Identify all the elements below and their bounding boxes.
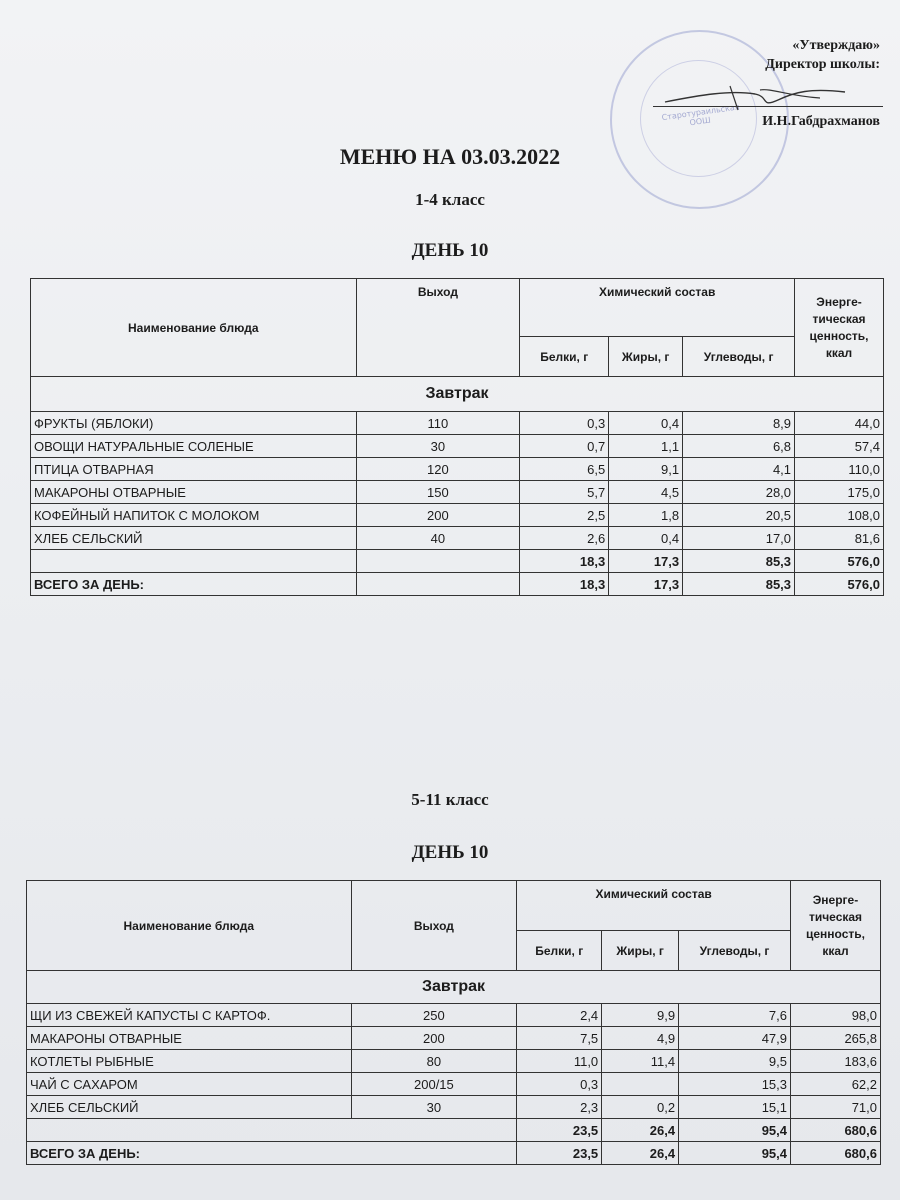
- table-row: [31, 435, 884, 458]
- dish-carbs: 8,9: [683, 412, 795, 435]
- table-row: [31, 458, 884, 481]
- dish-name: ОВОЩИ НАТУРАЛЬНЫЕ СОЛЕНЫЕ: [31, 435, 357, 458]
- dish-output: 30: [356, 435, 520, 458]
- dish-energy: 71,0: [791, 1096, 881, 1119]
- total-carbs: 95,4: [679, 1142, 791, 1165]
- subtotal-output: [356, 550, 520, 573]
- dish-output: 150: [356, 481, 520, 504]
- dish-carbs: 15,3: [679, 1073, 791, 1096]
- subtotal-carbs: 85,3: [683, 550, 795, 573]
- dish-carbs: 17,0: [683, 527, 795, 550]
- header-energy: Энерге-тическая ценность, ккал: [795, 279, 884, 377]
- dish-fat: 9,1: [609, 458, 683, 481]
- header-chem: Химический состав: [517, 881, 791, 931]
- table-row: [31, 504, 884, 527]
- dish-name: ФРУКТЫ (ЯБЛОКИ): [31, 412, 357, 435]
- dish-fat: 0,2: [602, 1096, 679, 1119]
- total-protein: 23,5: [517, 1142, 602, 1165]
- header-output: Выход: [356, 279, 520, 377]
- dish-fat: 4,9: [602, 1027, 679, 1050]
- dish-output: 250: [351, 1004, 517, 1027]
- dish-protein: 0,3: [520, 412, 609, 435]
- dish-energy: 57,4: [795, 435, 884, 458]
- header-fat: Жиры, г: [609, 337, 683, 377]
- dish-output: 200: [356, 504, 520, 527]
- dish-fat: 9,9: [602, 1004, 679, 1027]
- dish-protein: 2,6: [520, 527, 609, 550]
- dish-name: КОТЛЕТЫ РЫБНЫЕ: [27, 1050, 352, 1073]
- dish-carbs: 15,1: [679, 1096, 791, 1119]
- header-energy: Энерге-тическая ценность, ккал: [791, 881, 881, 971]
- dish-energy: 108,0: [795, 504, 884, 527]
- total-protein: 18,3: [520, 573, 609, 596]
- total-energy: 576,0: [795, 573, 884, 596]
- dish-output: 40: [356, 527, 520, 550]
- dish-protein: 5,7: [520, 481, 609, 504]
- page-title: МЕНЮ НА 03.03.2022: [339, 144, 561, 169]
- dish-name: КОФЕЙНЫЙ НАПИТОК С МОЛОКОМ: [31, 504, 357, 527]
- header-protein: Белки, г: [520, 337, 609, 377]
- dish-fat: 4,5: [609, 481, 683, 504]
- table-row: [27, 1050, 881, 1073]
- total-fat: 26,4: [602, 1142, 679, 1165]
- stamp-text: Старотураильская ООШ: [661, 102, 741, 128]
- dish-protein: 7,5: [517, 1027, 602, 1050]
- header-chem: Химический состав: [520, 279, 795, 337]
- table-row: [27, 1096, 881, 1119]
- subtotal-energy: 680,6: [791, 1119, 881, 1142]
- dish-fat: 0,4: [609, 412, 683, 435]
- dish-output: 110: [356, 412, 520, 435]
- header-protein: Белки, г: [517, 931, 602, 971]
- dish-name: МАКАРОНЫ ОТВАРНЫЕ: [31, 481, 357, 504]
- dish-name: ХЛЕБ СЕЛЬСКИЙ: [27, 1096, 352, 1119]
- menu-table-1: [30, 278, 884, 596]
- dish-fat: 1,1: [609, 435, 683, 458]
- signature-line: [653, 106, 883, 107]
- subtotal-fat: 26,4: [602, 1119, 679, 1142]
- dish-protein: 0,3: [517, 1073, 602, 1096]
- subtotal-fat: 17,3: [609, 550, 683, 573]
- table-row: [31, 527, 884, 550]
- dish-fat: 1,8: [609, 504, 683, 527]
- dish-energy: 44,0: [795, 412, 884, 435]
- dish-name: ПТИЦА ОТВАРНАЯ: [31, 458, 357, 481]
- table-row: [27, 1027, 881, 1050]
- dish-name: МАКАРОНЫ ОТВАРНЫЕ: [27, 1027, 352, 1050]
- dish-protein: 6,5: [520, 458, 609, 481]
- total-fat: 17,3: [609, 573, 683, 596]
- subtotal-energy: 576,0: [795, 550, 884, 573]
- dish-name: ЧАЙ С САХАРОМ: [27, 1073, 352, 1096]
- subtotal-label: [27, 1119, 517, 1142]
- total-carbs: 85,3: [683, 573, 795, 596]
- header-carbs: Углеводы, г: [683, 337, 795, 377]
- dish-carbs: 9,5: [679, 1050, 791, 1073]
- table-row: [27, 1073, 881, 1096]
- dish-carbs: 4,1: [683, 458, 795, 481]
- table-body-1: [31, 412, 884, 550]
- dish-output: 200: [351, 1027, 517, 1050]
- dish-carbs: 28,0: [683, 481, 795, 504]
- dish-fat: 0,4: [609, 527, 683, 550]
- dish-protein: 2,5: [520, 504, 609, 527]
- dish-carbs: 7,6: [679, 1004, 791, 1027]
- dish-fat: [602, 1073, 679, 1096]
- director-signature: [660, 80, 850, 115]
- dish-carbs: 47,9: [679, 1027, 791, 1050]
- dish-protein: 0,7: [520, 435, 609, 458]
- dish-energy: 81,6: [795, 527, 884, 550]
- dish-energy: 175,0: [795, 481, 884, 504]
- meal-heading: Завтрак: [27, 971, 881, 1004]
- header-output: Выход: [351, 881, 517, 971]
- dish-carbs: 6,8: [683, 435, 795, 458]
- table-row: [27, 1004, 881, 1027]
- approval-line1: «Утверждаю»: [792, 38, 880, 53]
- dish-energy: 98,0: [791, 1004, 881, 1027]
- dish-protein: 2,3: [517, 1096, 602, 1119]
- dish-energy: 110,0: [795, 458, 884, 481]
- table-row: [31, 481, 884, 504]
- header-carbs: Углеводы, г: [679, 931, 791, 971]
- dish-name: ЩИ ИЗ СВЕЖЕЙ КАПУСТЫ С КАРТОФ.: [27, 1004, 352, 1027]
- grade-heading-2: 5-11 класс: [411, 790, 489, 809]
- table-row: [31, 412, 884, 435]
- menu-table-2: [26, 880, 881, 1165]
- dish-carbs: 20,5: [683, 504, 795, 527]
- header-dish: Наименование блюда: [31, 279, 357, 377]
- subtotal-protein: 23,5: [517, 1119, 602, 1142]
- subtotal-protein: 18,3: [520, 550, 609, 573]
- header-dish: Наименование блюда: [27, 881, 352, 971]
- total-energy: 680,6: [791, 1142, 881, 1165]
- header-fat: Жиры, г: [602, 931, 679, 971]
- dish-energy: 183,6: [791, 1050, 881, 1073]
- dish-fat: 11,4: [602, 1050, 679, 1073]
- total-output: [356, 573, 520, 596]
- approval-block: [765, 36, 880, 74]
- day-heading-1: ДЕНЬ 10: [411, 240, 489, 261]
- dish-energy: 62,2: [791, 1073, 881, 1096]
- day-heading-2: ДЕНЬ 10: [411, 842, 489, 863]
- dish-output: 200/15: [351, 1073, 517, 1096]
- subtotal-carbs: 95,4: [679, 1119, 791, 1142]
- table-body-2: [27, 1004, 881, 1119]
- dish-output: 30: [351, 1096, 517, 1119]
- meal-heading: Завтрак: [31, 377, 884, 412]
- grade-heading-1: 1-4 класс: [415, 190, 485, 209]
- director-name: И.Н.Габдрахманов: [762, 114, 880, 129]
- dish-output: 80: [351, 1050, 517, 1073]
- dish-name: ХЛЕБ СЕЛЬСКИЙ: [31, 527, 357, 550]
- dish-protein: 2,4: [517, 1004, 602, 1027]
- dish-energy: 265,8: [791, 1027, 881, 1050]
- dish-protein: 11,0: [517, 1050, 602, 1073]
- approval-line2: Директор школы:: [765, 57, 880, 72]
- subtotal-label: [31, 550, 357, 573]
- total-label: ВСЕГО ЗА ДЕНЬ:: [31, 573, 357, 596]
- dish-output: 120: [356, 458, 520, 481]
- total-label: ВСЕГО ЗА ДЕНЬ:: [27, 1142, 517, 1165]
